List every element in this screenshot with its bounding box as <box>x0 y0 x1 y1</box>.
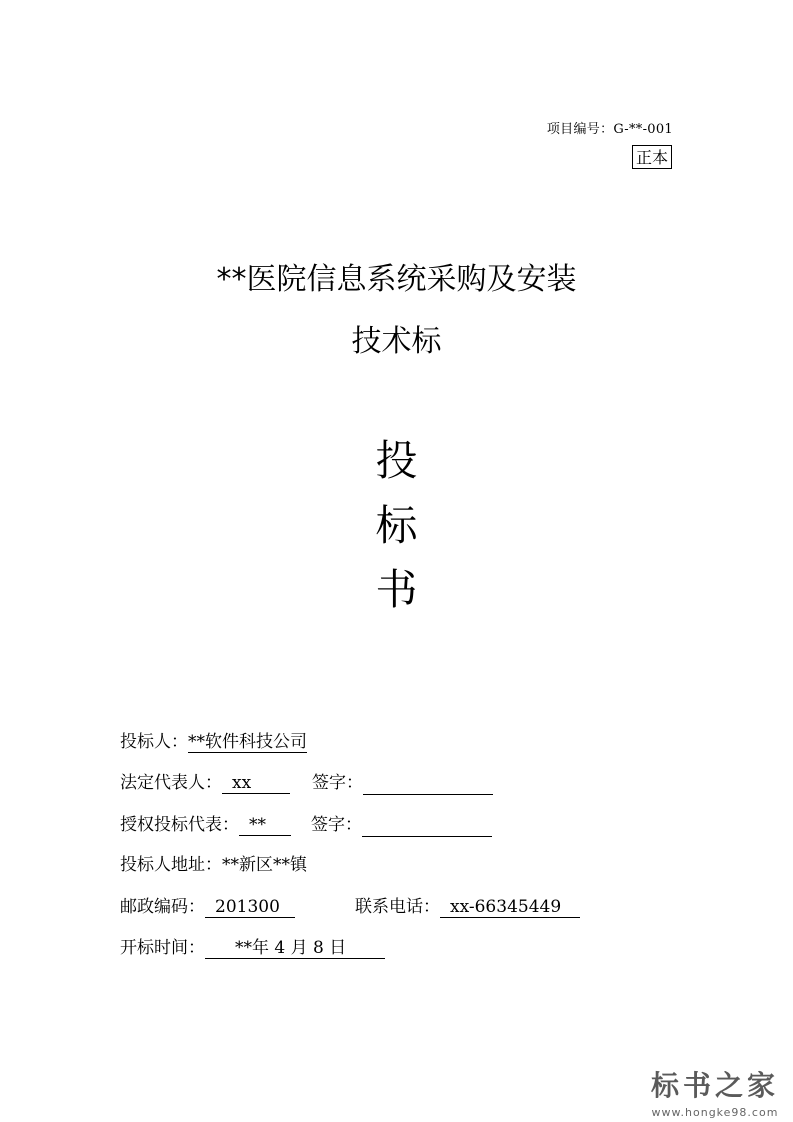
document-subtitle: 技术标 <box>351 324 442 359</box>
phone-value: xx-66345449 <box>440 897 580 918</box>
authorized-rep-value: ** <box>239 815 291 836</box>
phone-label: 联系电话： <box>355 897 440 917</box>
postcode-phone-row <box>120 895 580 919</box>
signature-label-2: 签字： <box>311 815 362 835</box>
opening-time-row <box>120 936 385 960</box>
authorized-rep-row <box>120 813 492 837</box>
address-row <box>120 853 307 877</box>
big-title-char-1: 投 <box>375 436 418 485</box>
legal-rep-row <box>120 771 493 795</box>
legal-rep-value: xx <box>222 773 290 794</box>
address-label: 投标人地址： <box>120 855 222 875</box>
project-number: 项目编号：G-**-001 <box>546 122 673 137</box>
bidder-row <box>120 730 307 754</box>
document-title: **医院信息系统采购及安装 <box>216 262 577 297</box>
signature-line-1 <box>363 774 493 795</box>
big-title-char-3: 书 <box>375 565 418 614</box>
opening-time-value: **年 4 月 8 日 <box>205 938 385 959</box>
watermark-url: www.hongke98.com <box>651 1106 779 1119</box>
legal-rep-label: 法定代表人： <box>120 773 222 793</box>
big-title-char-2: 标 <box>375 501 418 550</box>
address-value: **新区**镇 <box>222 855 307 875</box>
original-copy-badge: 正本 <box>632 145 672 169</box>
signature-line-2 <box>362 816 492 837</box>
signature-label-1: 签字： <box>312 773 363 793</box>
postcode-label: 邮政编码： <box>120 897 205 917</box>
authorized-rep-label: 授权投标代表： <box>120 815 239 835</box>
postcode-value: 201300 <box>205 897 295 918</box>
site-watermark <box>651 1064 779 1119</box>
bidder-label: 投标人： <box>120 732 188 752</box>
bidder-value: **软件科技公司 <box>188 732 307 752</box>
watermark-logo-text: 标书之家 <box>650 1069 779 1102</box>
opening-time-label: 开标时间： <box>120 938 205 958</box>
